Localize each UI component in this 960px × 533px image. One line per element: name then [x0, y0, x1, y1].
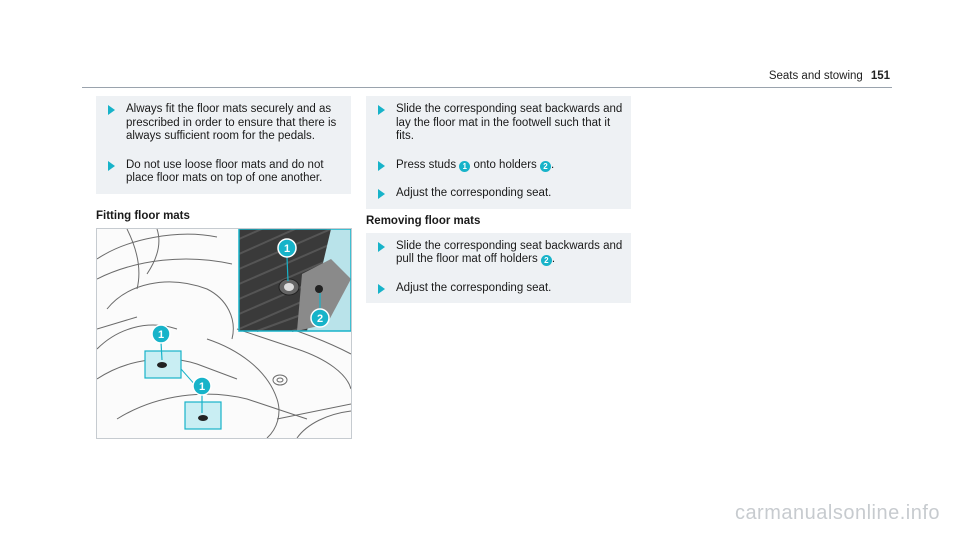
arrow-icon	[108, 105, 115, 115]
svg-text:2: 2	[316, 313, 324, 325]
callouts-layer	[97, 229, 351, 438]
step-item	[366, 96, 631, 152]
callout-2-inline: 2	[540, 161, 551, 172]
callout-2	[311, 309, 329, 327]
right-column	[366, 96, 631, 303]
callout-1-inline: 1	[459, 161, 470, 172]
callout-1-left	[152, 325, 170, 343]
header-rule	[82, 87, 892, 88]
page-header	[769, 70, 890, 82]
page-number: 151	[870, 70, 890, 82]
section-heading: Removing floor mats	[366, 214, 481, 227]
section-title: Seats and stowing	[768, 70, 863, 82]
bullet-text: Do not use loose floor mats and do not place floor mats on top of one another.	[126, 158, 324, 184]
arrow-icon	[378, 161, 385, 171]
step-item	[366, 152, 631, 181]
section-heading: Fitting floor mats	[96, 209, 190, 222]
svg-text:1: 1	[157, 329, 165, 341]
bullet-item	[96, 96, 351, 152]
step-item	[366, 233, 631, 275]
step-item	[366, 180, 631, 209]
step-text-a: Press studs	[396, 158, 457, 171]
step-text: Slide the corresponding seat backwards and lay the floor mat in the footwell such that it fits.	[396, 103, 623, 142]
arrow-icon	[378, 242, 385, 252]
step-text-b: .	[551, 253, 556, 265]
step-text: Adjust the corresponding seat.	[396, 281, 552, 294]
step-text-a: Slide the corresponding seat backwards and pull the floor mat off holders	[396, 239, 623, 265]
bullet-item	[96, 152, 351, 194]
watermark: carmanualsonline.info	[734, 502, 940, 524]
callout-1-bottom	[193, 377, 211, 395]
step-item	[366, 275, 631, 304]
step-text-b: onto holders	[473, 158, 537, 171]
floor-mat-illustration	[96, 228, 352, 439]
bullet-text: Always fit the floor mats securely and as prescribed in order to ensure that there is always sufficient room for the pedals.	[126, 103, 337, 142]
step-text-c: .	[550, 158, 555, 171]
svg-text:1: 1	[283, 243, 291, 255]
arrow-icon	[378, 189, 385, 199]
arrow-icon	[378, 284, 385, 294]
left-column	[96, 96, 351, 232]
callout-1-top	[278, 239, 296, 257]
svg-text:1: 1	[198, 381, 206, 393]
arrow-icon	[378, 105, 385, 115]
arrow-icon	[108, 161, 115, 171]
step-text: Adjust the corresponding seat.	[396, 187, 552, 199]
callout-2-inline: 2	[541, 255, 552, 266]
